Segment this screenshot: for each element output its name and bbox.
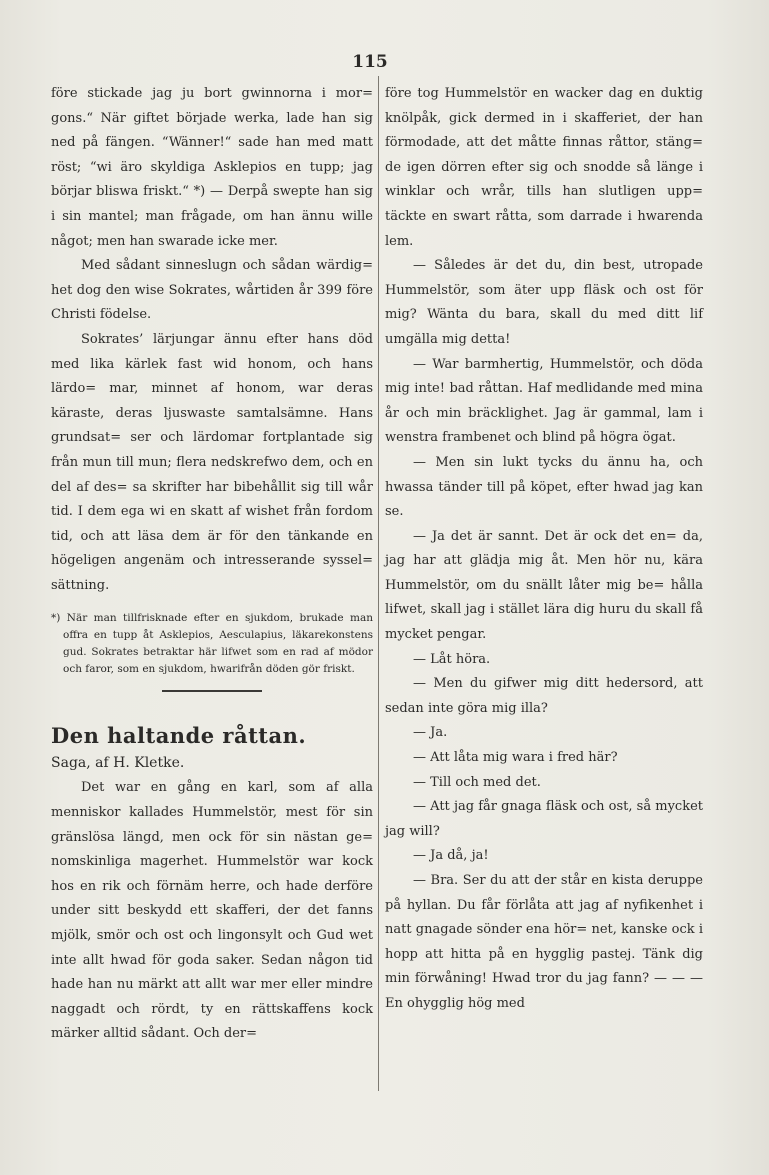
paragraph: Med sådant sinneslugn och sådan wärdig= het dog den wise Sokrates, wårtiden år 399 före Christi födelse. bbox=[51, 258, 373, 323]
paragraph: före stickade jag ju bort gwinnorna i mor= gons.“ När giftet började werka, lade han sig ned på fängen. “Wänner!“ sade han med matt röst; “wi äro skyldiga Asklepios en tupp; jag börjar bliswa friskt.“ *) — Derpå swepte han sig i sin mantel; man frågade, om han ännu wille något; men han swarade icke mer. bbox=[51, 86, 373, 249]
dialogue-line: — Bra. Ser du att der står en kista deruppe på hyllan. Du får förlåta att jag af nyfikenhet i natt gnagade sönder ena hör= net, kanske ock i hopp att hitta på en hygglig pastej. Tänk dig min förwåning! Hwad tror du jag fann? — — — En ohygglig hög med bbox=[385, 873, 703, 1011]
dialogue-line: — Ja då, ja! bbox=[413, 848, 489, 864]
dialogue-line: — Men sin lukt tycks du ännu ha, och hwassa tänder till på köpet, efter hwad jag kan se. bbox=[385, 454, 703, 520]
paragraph: före tog Hummelstör en wacker dag en duktig knölpåk, gick dermed in i skafferiet, der han förmodade, att det måtte finnas råttor, stäng= de igen dörren efter sig och snodde så länge i winklar och wrår, tills han slutligen upp= täckte en swart råtta, som darrade i hwarenda lem. bbox=[385, 86, 703, 249]
section-divider bbox=[162, 690, 262, 692]
paragraph: Sokrates’ lärjungar ännu efter hans död med lika kärlek fast wid honom, och hans lärdo= mar, minnet af honom, war deras käraste, deras ljuswaste samtalsämne. Hans grundsat= ser och lärdomar fortplantade sig från mun till mun; flera nedskrefwo dem, och en del af des= sa skrifter har bibehållit sig till wår tid. I dem ega wi en skatt af wishet från fordom tid, och att läsa dem är för den tänkande en högeligen angenäm och intresserande syssel= sättning. bbox=[51, 331, 373, 593]
left-column bbox=[51, 82, 373, 1047]
right-column bbox=[385, 82, 703, 1017]
dialogue-line: — Ja. bbox=[413, 725, 448, 741]
dialogue-line: — War barmhertig, Hummelstör, och döda mig inte! bad råttan. Haf medlidande med mina år och min bräcklighet. Jag är gammal, lam i wenstra frambenet och blind på högra ögat. bbox=[385, 356, 703, 446]
footnote: *) När man tillfrisknade efter en sjukdom, brukade man offra en tupp åt Asklepios, Aesculapius, läkarekonstens gud. Sokrates betraktar här lifwet som en rad af mödor och faror, som en sjukdom, hwarifrån döden gör friskt. bbox=[51, 612, 373, 676]
story-title: Den haltande råttan. bbox=[51, 723, 307, 749]
page-number: 115 bbox=[352, 52, 388, 72]
dialogue-line: — Men du gifwer mig ditt hedersord, att sedan inte göra mig illa? bbox=[385, 676, 703, 716]
dialogue-line: — Att låta mig wara i fred här? bbox=[413, 750, 618, 766]
dialogue-line: — Till och med det. bbox=[413, 774, 541, 790]
column-divider bbox=[378, 76, 379, 1091]
dialogue-line: — Således är det du, din best, utropade Hummelstör, som äter upp fläsk och ost för mig? Wänta du bara, skall du med ditt lif umgälla mig detta! bbox=[385, 258, 703, 347]
dialogue-line: — Låt höra. bbox=[413, 651, 491, 667]
dialogue-line: — Ja det är sannt. Det är ock det en= da, jag har att glädja mig åt. Men hör nu, kära Hummelstör, om du snällt låter mig be= hålla lifwet, skall jag i stället lära dig huru du skall få mycket pengar. bbox=[385, 528, 703, 643]
story-subtitle: Saga, af H. Kletke. bbox=[51, 755, 185, 772]
paragraph: Det war en gång en karl, som af alla menniskor kallades Hummelstör, mest för sin gränslösa längd, men ock för sin nästan ge= nomskinliga magerhet. Hummelstör war kock hos en rik och förnäm herre, och hade derföre under sitt beskydd ett skafferi, der det fanns mjölk, smör och ost och lingonsylt och Gud wet inte allt hwad för goda saker. Sedan någon tid hade han nu märkt att allt war mer eller mindre naggadt och rördt, ty en rättskaffens kock märker alltid sådant. Och der= bbox=[51, 780, 373, 1042]
dialogue-line: — Att jag får gnaga fläsk och ost, så mycket jag will? bbox=[385, 799, 703, 839]
